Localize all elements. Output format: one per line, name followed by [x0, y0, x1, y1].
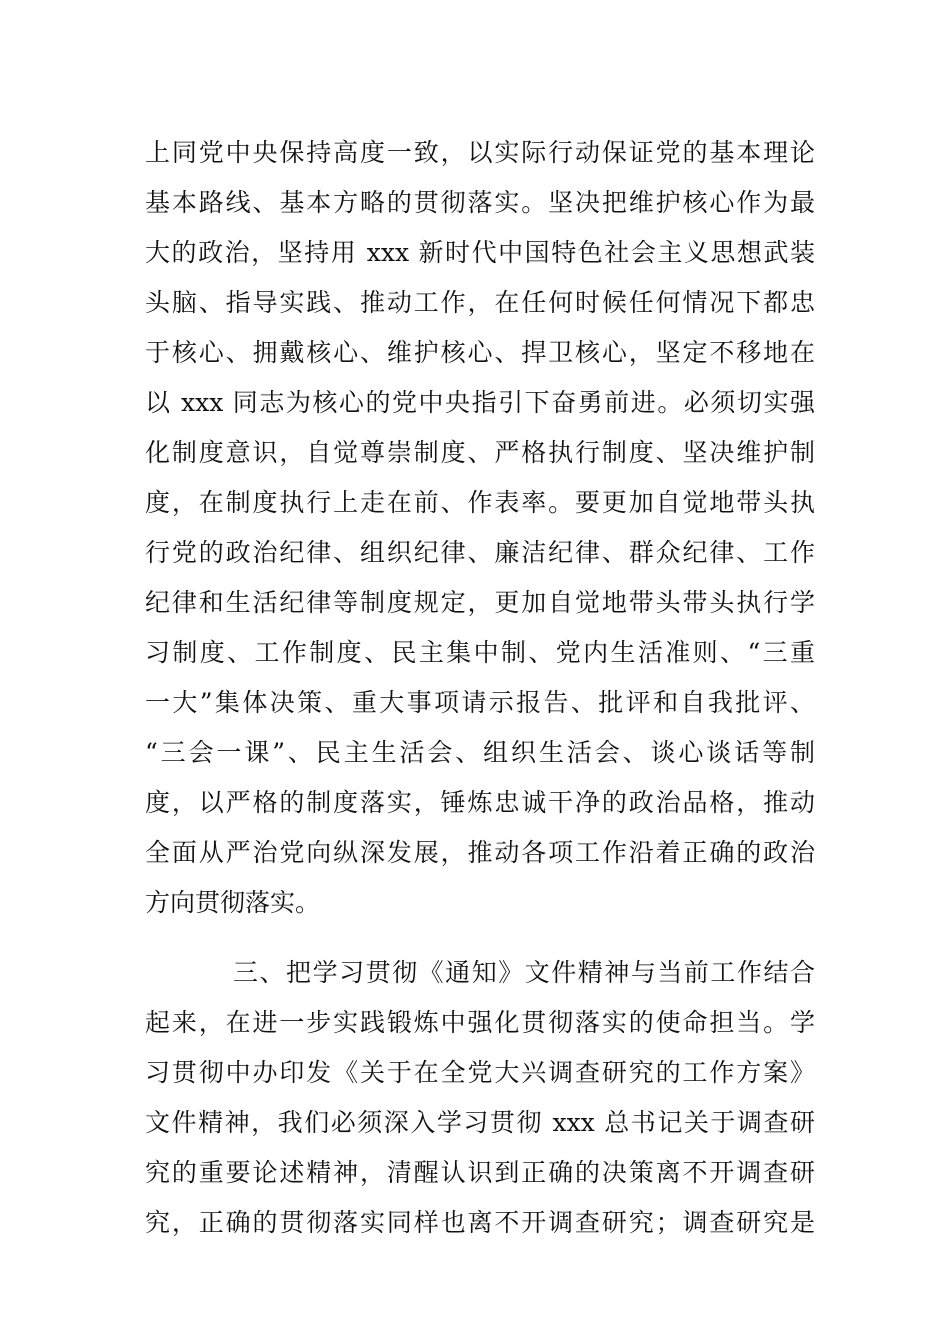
paragraph-gap	[145, 928, 815, 948]
paragraph-line: 上同党中央保持高度一致，以实际行动保证党的基本理论	[145, 138, 815, 167]
paragraph-line: 化制度意识，自觉尊崇制度、严格执行制度、坚决维护制	[145, 438, 815, 467]
paragraph-1	[145, 128, 815, 928]
paragraph-line: 文件精神，我们必须深入学习贯彻 xxx 总书记关于调查研	[145, 1108, 815, 1137]
paragraph-line: 纪律和生活纪律等制度规定，更加自觉地带头带头执行学	[145, 588, 815, 617]
paragraph-line: 头脑、指导实践、推动工作，在任何时候任何情况下都忠	[145, 288, 815, 317]
paragraph-line: 三、把学习贯彻《通知》文件精神与当前工作结合	[233, 958, 815, 987]
paragraph-line: 行党的政治纪律、组织纪律、廉洁纪律、群众纪律、工作	[145, 538, 815, 567]
paragraph-2	[145, 948, 815, 1248]
paragraph-line: 全面从严治党向纵深发展，推动各项工作沿着正确的政治	[145, 838, 815, 867]
paragraph-line: 习制度、工作制度、民主集中制、党内生活准则、“三重	[145, 638, 815, 667]
document-body	[145, 128, 815, 1248]
paragraph-line: 度，以严格的制度落实，锤炼忠诚干净的政治品格，推动	[145, 788, 815, 817]
paragraph-line: 度，在制度执行上走在前、作表率。要更加自觉地带头执	[145, 488, 815, 517]
paragraph-line: 以 xxx 同志为核心的党中央指引下奋勇前进。必须切实强	[145, 388, 815, 417]
paragraph-line: 基本路线、基本方略的贯彻落实。坚决把维护核心作为最	[145, 188, 815, 217]
paragraph-line: 于核心、拥戴核心、维护核心、捍卫核心，坚定不移地在	[145, 338, 815, 367]
paragraph-line: 究，正确的贯彻落实同样也离不开调查研究；调查研究是	[145, 1208, 815, 1237]
paragraph-line: 大的政治，坚持用 xxx 新时代中国特色社会主义思想武装	[145, 238, 815, 267]
paragraph-line: 究的重要论述精神，清醒认识到正确的决策离不开调查研	[145, 1158, 815, 1187]
paragraph-line: 一大”集体决策、重大事项请示报告、批评和自我批评、	[145, 688, 815, 717]
paragraph-line: “三会一课”、民主生活会、组织生活会、谈心谈话等制	[145, 738, 815, 767]
paragraph-line: 习贯彻中办印发《关于在全党大兴调查研究的工作方案》	[145, 1058, 815, 1087]
paragraph-line: 方向贯彻落实。	[145, 888, 321, 917]
paragraph-line: 起来，在进一步实践锻炼中强化贯彻落实的使命担当。学	[145, 1008, 815, 1037]
